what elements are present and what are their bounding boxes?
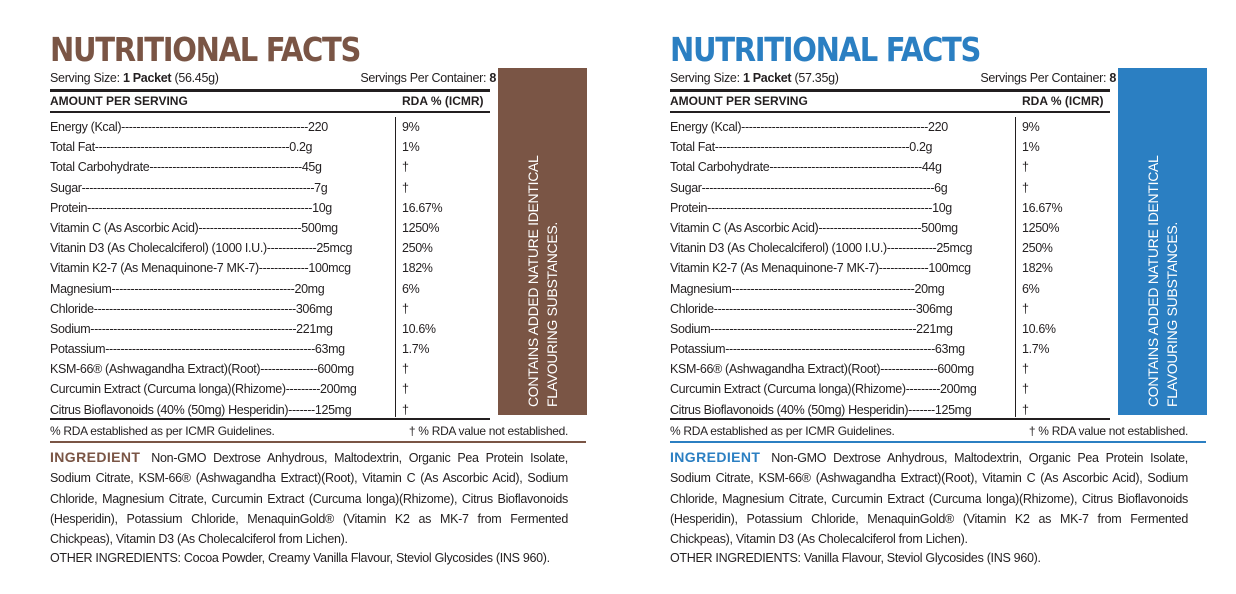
table-rule-bottom [50,418,490,420]
nutrient-rda: 1250% [1022,220,1060,235]
nutrient-name: Chloride-----------------------------------------------------306mg [670,301,953,316]
nutrient-row [670,178,1110,198]
footnote-left: % RDA established as per ICMR Guidelines. [670,424,895,438]
nutrient-rda: † [402,382,409,397]
nutrient-rda: † [1022,362,1029,377]
rda-footnote [50,423,568,439]
ingredients [670,447,1188,549]
nutrient-row [670,258,1110,278]
ingredient-label: INGREDIENT [670,449,761,465]
flavouring-note: CONTAINS ADDED NATURE IDENTICAL FLAVOURING SUBSTANCES. [1144,155,1180,407]
nutrient-name: Protein-----------------------------------------------------------10g [50,200,332,215]
nutrient-name: Protein-----------------------------------------------------------10g [670,200,952,215]
col-rda: RDA % (ICMR) [1022,94,1104,108]
table-header [670,93,1110,109]
nutrient-row [50,178,490,198]
nutrient-name: Vitamin C (As Ascorbic Acid)---------------------------500mg [670,220,958,235]
nutrient-row [50,400,490,420]
nutrient-rda: † [402,402,409,417]
nutrient-rda: 1250% [402,220,440,235]
nutrient-name: Curcumin Extract (Curcuma longa)(Rhizome)---------200mg [670,382,977,397]
table-rule-bottom [670,418,1110,420]
col-rda: RDA % (ICMR) [402,94,484,108]
servings-per-container-label: Servings Per Container: [360,71,487,85]
servings-per-container-label: Servings Per Container: [980,71,1107,85]
nutrient-row [670,379,1110,399]
header-rule-top [670,89,1110,92]
nutrient-name: KSM-66® (Ashwagandha Extract)(Root)---------------600mg [670,362,974,377]
nutrient-rda: 250% [402,241,433,256]
nutrient-row [670,359,1110,379]
nutrient-name: Energy (Kcal)-------------------------------------------------220 [50,120,328,134]
nutrient-rda: 1.7% [1022,342,1050,357]
nutrient-rda: 1% [1022,140,1040,155]
nutrient-rda: † [1022,160,1029,175]
nutrient-row [670,319,1110,339]
nutrient-row [670,218,1110,238]
serving-info [50,70,496,86]
nutrient-rda: 16.67% [402,200,443,215]
flavouring-note: CONTAINS ADDED NATURE IDENTICAL FLAVOURING SUBSTANCES. [524,155,560,407]
nutrient-name: Vitanin D3 (As Cholecalciferol) (1000 I.U.)-------------25mcg [670,241,973,256]
nutrient-row [50,299,490,319]
nutrient-name: Citrus Bioflavonoids (40% (50mg) Hesperidin)-------125mg [670,402,972,417]
nutrient-rda: 16.67% [1022,200,1063,215]
nutrient-name: Sodium------------------------------------------------------221mg [50,321,333,336]
footnote-left: % RDA established as per ICMR Guidelines. [50,424,275,438]
col-amount: AMOUNT PER SERVING [50,94,188,108]
ingredients [50,447,568,549]
nutrient-rda: † [1022,402,1029,417]
nutrient-rda: 9% [402,120,420,134]
nutrient-rda: † [402,362,409,377]
nutrient-name: Total Fat---------------------------------------------------0.2g [670,140,933,155]
nutrient-name: Total Fat---------------------------------------------------0.2g [50,140,313,155]
nutrient-row [670,279,1110,299]
nutrient-name: Vitanin D3 (As Cholecalciferol) (1000 I.U.)-------------25mcg [50,241,353,256]
serving-size: 1 Packet [742,71,792,85]
nutrient-rda: † [1022,382,1029,397]
nutrient-rows [670,117,1110,420]
nutrient-row [50,238,490,258]
servings-count: 8 [1109,71,1116,85]
nutrient-rows [50,117,490,420]
nutrient-name: Citrus Bioflavonoids (40% (50mg) Hesperidin)-------125mg [50,402,352,417]
serving-label: Serving Size: [670,71,740,85]
footnote-right: † % RDA value not established. [1028,424,1188,438]
nutrient-row [50,319,490,339]
footnote-right: † % RDA value not established. [408,424,568,438]
nutrient-rda: 10.6% [402,321,436,336]
nutrient-row [670,117,1110,137]
nutrient-name: Total Carbohydrate----------------------------------------45g [50,160,322,175]
nutrient-row [50,157,490,177]
nutrient-name: Vitamin K2-7 (As Menaquinone-7 MK-7)-------------100mcg [50,261,351,276]
nutrient-rda: † [1022,301,1029,316]
serving-label: Serving Size: [50,71,120,85]
nutrient-rda: † [402,180,409,195]
ingredient-label: INGREDIENT [50,449,141,465]
nutrition-panel-right [670,0,1210,594]
nutrient-rda: † [402,160,409,175]
nutrient-row [670,198,1110,218]
nutrient-name: Magnesium------------------------------------------------20mg [670,281,945,296]
nutrient-row [670,137,1110,157]
nutrient-name: Energy (Kcal)-------------------------------------------------220 [670,120,948,134]
nutrient-name: Potassium-------------------------------------------------------63mg [670,342,965,357]
col-amount: AMOUNT PER SERVING [670,94,808,108]
nutrient-row [50,258,490,278]
nutrient-rda: 182% [1022,261,1053,276]
nutrition-panel-left [50,0,590,594]
servings-count: 8 [489,71,496,85]
nutrient-name: Sugar-------------------------------------------------------------6g [670,180,948,195]
panel-title: NUTRITIONAL FACTS [50,30,361,69]
nutrient-row [50,137,490,157]
nutrient-name: Potassium-------------------------------------------------------63mg [50,342,345,357]
panel-title: NUTRITIONAL FACTS [670,30,981,69]
nutrient-row [670,299,1110,319]
flavouring-note-box [1118,68,1207,415]
nutrient-rda: 1.7% [402,342,430,357]
rda-footnote [670,423,1188,439]
nutrient-name: Total Carbohydrate----------------------------------------44g [670,160,942,175]
nutrient-row [670,339,1110,359]
nutrient-row [50,279,490,299]
nutrient-name: Curcumin Extract (Curcuma longa)(Rhizome)---------200mg [50,382,357,397]
nutrient-rda: 6% [402,281,420,296]
flavouring-note-box [498,68,587,415]
nutrient-name: Sugar-------------------------------------------------------------7g [50,180,328,195]
nutrient-row [50,359,490,379]
header-rule-bottom [670,111,1110,113]
nutrient-name: Sodium------------------------------------------------------221mg [670,321,953,336]
serving-info [670,70,1116,86]
header-rule-top [50,89,490,92]
nutrient-name: Chloride-----------------------------------------------------306mg [50,301,333,316]
footnote-rule [670,441,1206,443]
nutrient-row [50,218,490,238]
nutrient-row [50,379,490,399]
table-header [50,93,490,109]
nutrient-name: KSM-66® (Ashwagandha Extract)(Root)---------------600mg [50,362,354,377]
nutrient-rda: † [1022,180,1029,195]
nutrient-name: Vitamin C (As Ascorbic Acid)---------------------------500mg [50,220,338,235]
footnote-rule [50,441,586,443]
nutrient-row [50,198,490,218]
nutrient-rda: 6% [1022,281,1040,296]
nutrient-rda: 250% [1022,241,1053,256]
nutrient-row [670,400,1110,420]
serving-weight: (57.35g) [794,71,839,85]
header-rule-bottom [50,111,490,113]
nutrient-row [670,157,1110,177]
nutrient-name: Vitamin K2-7 (As Menaquinone-7 MK-7)-------------100mcg [670,261,971,276]
nutrient-name: Magnesium------------------------------------------------20mg [50,281,325,296]
serving-weight: (56.45g) [174,71,219,85]
nutrient-row [50,117,490,137]
ingredient-text: Non-GMO Dextrose Anhydrous, Maltodextrin, Organic Pea Protein Isolate, Sodium Citrate, KSM-66® (Ashwagandha Extract)(Root), Vitamin C (As Ascorbic Acid), Sodium Chloride, Magnesium Citrate, Curcumin Extract (Curcuma longa)(Rhizome), Citrus Bioflavonoids (Hesperidin), Potassium Chloride, MenaquinGold® (Vitamin K2 as MK-7 from Fermented Chickpeas), Vitamin D3 (As Cholecalciferol from Lichen). [670,451,1188,547]
serving-size: 1 Packet [122,71,172,85]
nutrient-rda: 1% [402,140,420,155]
nutrient-rda: 10.6% [1022,321,1056,336]
other-ingredients: OTHER INGREDIENTS: Cocoa Powder, Creamy Vanilla Flavour, Steviol Glycosides (INS 960). [50,551,550,565]
nutrient-rda: † [402,301,409,316]
nutrient-row [50,339,490,359]
nutrient-rda: 182% [402,261,433,276]
ingredient-text: Non-GMO Dextrose Anhydrous, Maltodextrin, Organic Pea Protein Isolate, Sodium Citrate, KSM-66® (Ashwagandha Extract)(Root), Vitamin C (As Ascorbic Acid), Sodium Chloride, Magnesium Citrate, Curcumin Extract (Curcuma longa)(Rhizome), Citrus Bioflavonoids (Hesperidin), Potassium Chloride, MenaquinGold® (Vitamin K2 as MK-7 from Fermented Chickpeas), Vitamin D3 (As Cholecalciferol from Lichen). [50,451,568,547]
nutrient-row [670,238,1110,258]
nutrient-rda: 9% [1022,120,1040,134]
other-ingredients: OTHER INGREDIENTS: Vanilla Flavour, Steviol Glycosides (INS 960). [670,551,1041,565]
